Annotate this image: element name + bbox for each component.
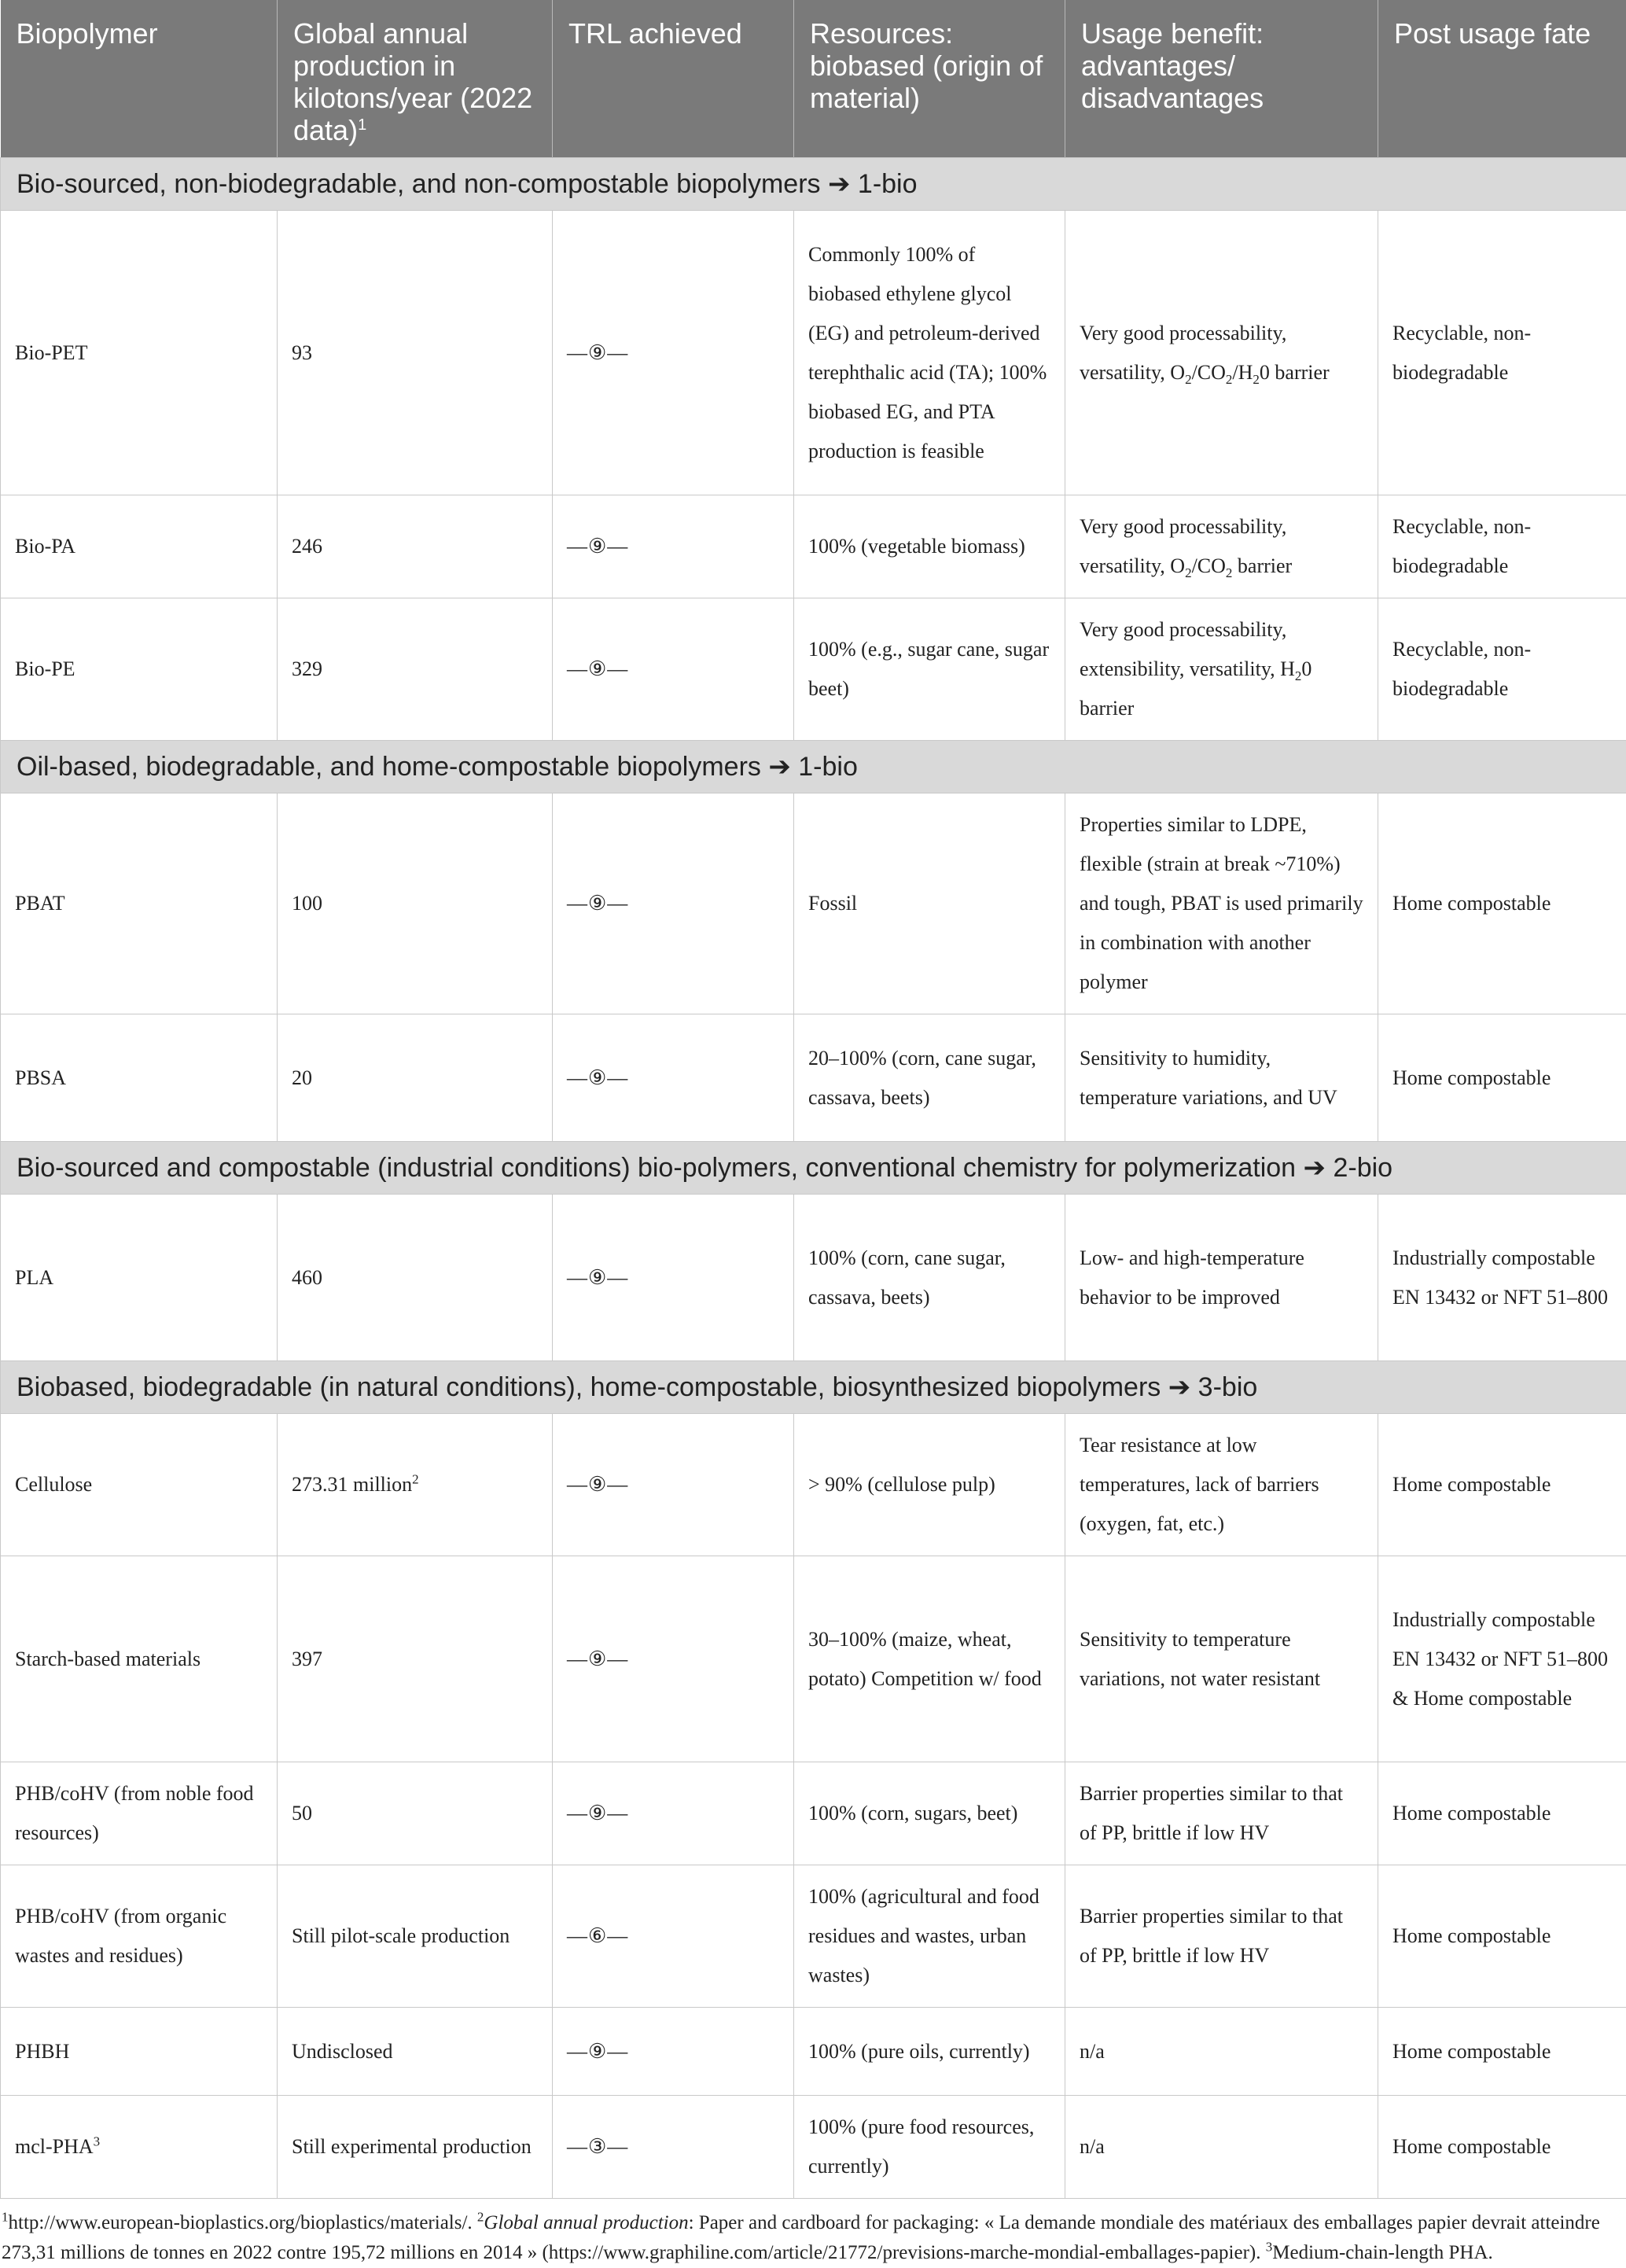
cell-biopolymer: PHB/coHV (from organic wastes and residues) [1,1865,278,2008]
group-row [1,1361,1626,1414]
cell-trl: —⑨— [553,793,794,1014]
cell-resources: Fossil [794,793,1065,1014]
cell-production: 329 [278,598,553,741]
table-row [1,2008,1626,2096]
table-row [1,1414,1626,1556]
cell-production: 20 [278,1014,553,1142]
cell-trl: —⑨— [553,495,794,598]
table-row [1,1762,1626,1865]
table-row [1,1556,1626,1762]
cell-trl: —⑨— [553,1762,794,1865]
cell-usage: Very good processability, extensibility, versatility, $H_20$ barrier [1065,598,1378,741]
table-row [1,598,1626,741]
cell-trl: —⑥— [553,1865,794,2008]
footnote-2-text: : Paper and cardboard for packaging: « La demande mondiale des matériaux des emballages papier devrait atteindre 273,31 millions de tonnes en 2022 contre 195,72 millions en 2014 » (https://www.graphiline.com/article/21772/previsions-marche-mondial-emballages-papier). [2,2212,1600,2263]
cell-production: Still pilot-scale production [278,1865,553,2008]
cell-biopolymer: Bio-PET [1,211,278,495]
header-footnote-mark: 1 [358,116,366,134]
group-title: Oil-based, biodegradable, and home-compostable biopolymers ➔ 1-bio [1,741,1626,793]
cell-trl: —③— [553,2096,794,2199]
cell-fate: Home compostable [1378,1762,1626,1865]
header-biopolymer: Biopolymer [1,0,278,158]
table-footnotes [0,2199,1624,2268]
table-row [1,1865,1626,2008]
table-header-row [1,0,1626,158]
group-title: Bio-sourced, non-biodegradable, and non-compostable biopolymers ➔ 1-bio [1,158,1626,211]
cell-resources: 20–100% (corn, cane sugar, cassava, beets) [794,1014,1065,1142]
header-post-usage-fate: Post usage fate [1378,0,1626,158]
cell-fate: Home compostable [1378,1865,1626,2008]
cell-production: 50 [278,1762,553,1865]
cell-usage: Barrier properties similar to that of PP, brittle if low HV [1065,1762,1378,1865]
cell-usage: Sensitivity to temperature variations, not water resistant [1065,1556,1378,1762]
cell-production: 246 [278,495,553,598]
cell-fate: Industrially compostable EN 13432 or NFT 51–800 [1378,1195,1626,1361]
cell-usage: Barrier properties similar to that of PP, brittle if low HV [1065,1865,1378,2008]
cell-trl: —⑨— [553,1014,794,1142]
cell-usage: Very good processability, versatility, $O_2/CO_2$ barrier [1065,495,1378,598]
header-usage-benefit: Usage benefit: advantages/ disadvantages [1065,0,1378,158]
cell-fate: Recyclable, non-biodegradable [1378,495,1626,598]
cell-usage: Sensitivity to humidity, temperature variations, and UV [1065,1014,1378,1142]
cell-usage: Tear resistance at low temperatures, lack of barriers (oxygen, fat, etc.) [1065,1414,1378,1556]
cell-fate: Home compostable [1378,1414,1626,1556]
cell-usage: n/a [1065,2096,1378,2199]
header-production: Global annual production in kilotons/year (2022 data)$^1$ [278,0,553,158]
cell-trl: —⑨— [553,1414,794,1556]
cell-fate: Home compostable [1378,2096,1626,2199]
name-footnote-mark: 3 [94,2134,101,2148]
cell-biopolymer: PHB/coHV (from noble food resources) [1,1762,278,1865]
cell-biopolymer: PBSA [1,1014,278,1142]
cell-production: 100 [278,793,553,1014]
cell-production: 93 [278,211,553,495]
header-resources: Resources: biobased (origin of material) [794,0,1065,158]
cell-fate: Home compostable [1378,793,1626,1014]
footnote-2-mark: 2 [477,2210,484,2225]
cell-production: 273.31 million$^2$ [278,1414,553,1556]
cell-biopolymer: Cellulose [1,1414,278,1556]
table-row [1,1195,1626,1361]
cell-fate: Recyclable, non-biodegradable [1378,598,1626,741]
cell-resources: 100% (corn, sugars, beet) [794,1762,1065,1865]
cell-trl: —⑨— [553,598,794,741]
cell-production: 397 [278,1556,553,1762]
footnote-2-label: Global annual production [484,2212,688,2233]
cell-resources: 100% (pure oils, currently) [794,2008,1065,2096]
cell-usage: Very good processability, versatility, $O_2/CO_2/H_20$ barrier [1065,211,1378,495]
cell-resources: 100% (corn, cane sugar, cassava, beets) [794,1195,1065,1361]
cell-resources: 100% (vegetable biomass) [794,495,1065,598]
cell-production: 460 [278,1195,553,1361]
cell-biopolymer: PHBH [1,2008,278,2096]
cell-usage: Properties similar to LDPE, flexible (strain at break ~710%) and tough, PBAT is used primarily in combination with another polymer [1065,793,1378,1014]
cell-trl: —⑨— [553,211,794,495]
production-footnote-mark: 2 [412,1471,419,1486]
cell-usage: n/a [1065,2008,1378,2096]
cell-trl: —⑨— [553,2008,794,2096]
cell-fate: Recyclable, non-biodegradable [1378,211,1626,495]
footnote-1-text: http://www.european-bioplastics.org/bioplastics/materials/. [9,2212,477,2233]
cell-resources: 100% (pure food resources, currently) [794,2096,1065,2199]
footnote-3-mark: 3 [1266,2240,1273,2255]
group-row [1,741,1626,793]
footnote-3-text: Medium-chain-length PHA. [1272,2242,1493,2263]
cell-fate: Home compostable [1378,2008,1626,2096]
cell-trl: —⑨— [553,1195,794,1361]
group-title: Bio-sourced and compostable (industrial conditions) bio-polymers, conventional chemistry for polymerization ➔ 2-bio [1,1142,1626,1195]
cell-biopolymer: Starch-based materials [1,1556,278,1762]
cell-fate: Industrially compostable EN 13432 or NFT 51–800 & Home compostable [1378,1556,1626,1762]
group-row [1,158,1626,211]
cell-biopolymer: Bio-PE [1,598,278,741]
table-row [1,793,1626,1014]
cell-resources: 100% (agricultural and food residues and wastes, urban wastes) [794,1865,1065,2008]
cell-biopolymer: Bio-PA [1,495,278,598]
cell-usage: Low- and high-temperature behavior to be improved [1065,1195,1378,1361]
cell-trl: —⑨— [553,1556,794,1762]
table-row [1,495,1626,598]
cell-fate: Home compostable [1378,1014,1626,1142]
header-trl: TRL achieved [553,0,794,158]
cell-biopolymer: mcl-PHA$^3$ [1,2096,278,2199]
cell-production: Undisclosed [278,2008,553,2096]
cell-resources: 100% (e.g., sugar cane, sugar beet) [794,598,1065,741]
cell-resources: Commonly 100% of biobased ethylene glycol (EG) and petroleum-derived terephthalic acid (TA); 100% biobased EG, and PTA production is feasible [794,211,1065,495]
group-title: Biobased, biodegradable (in natural conditions), home-compostable, biosynthesized biopolymers ➔ 3-bio [1,1361,1626,1414]
cell-resources: 30–100% (maize, wheat, potato) Competition w/ food [794,1556,1065,1762]
cell-biopolymer: PLA [1,1195,278,1361]
table-row [1,211,1626,495]
cell-resources: > 90% (cellulose pulp) [794,1414,1065,1556]
cell-biopolymer: PBAT [1,793,278,1014]
table-row [1,1014,1626,1142]
footnote-1-mark: 1 [2,2210,9,2225]
table-row [1,2096,1626,2199]
group-row [1,1142,1626,1195]
cell-production: Still experimental production [278,2096,553,2199]
